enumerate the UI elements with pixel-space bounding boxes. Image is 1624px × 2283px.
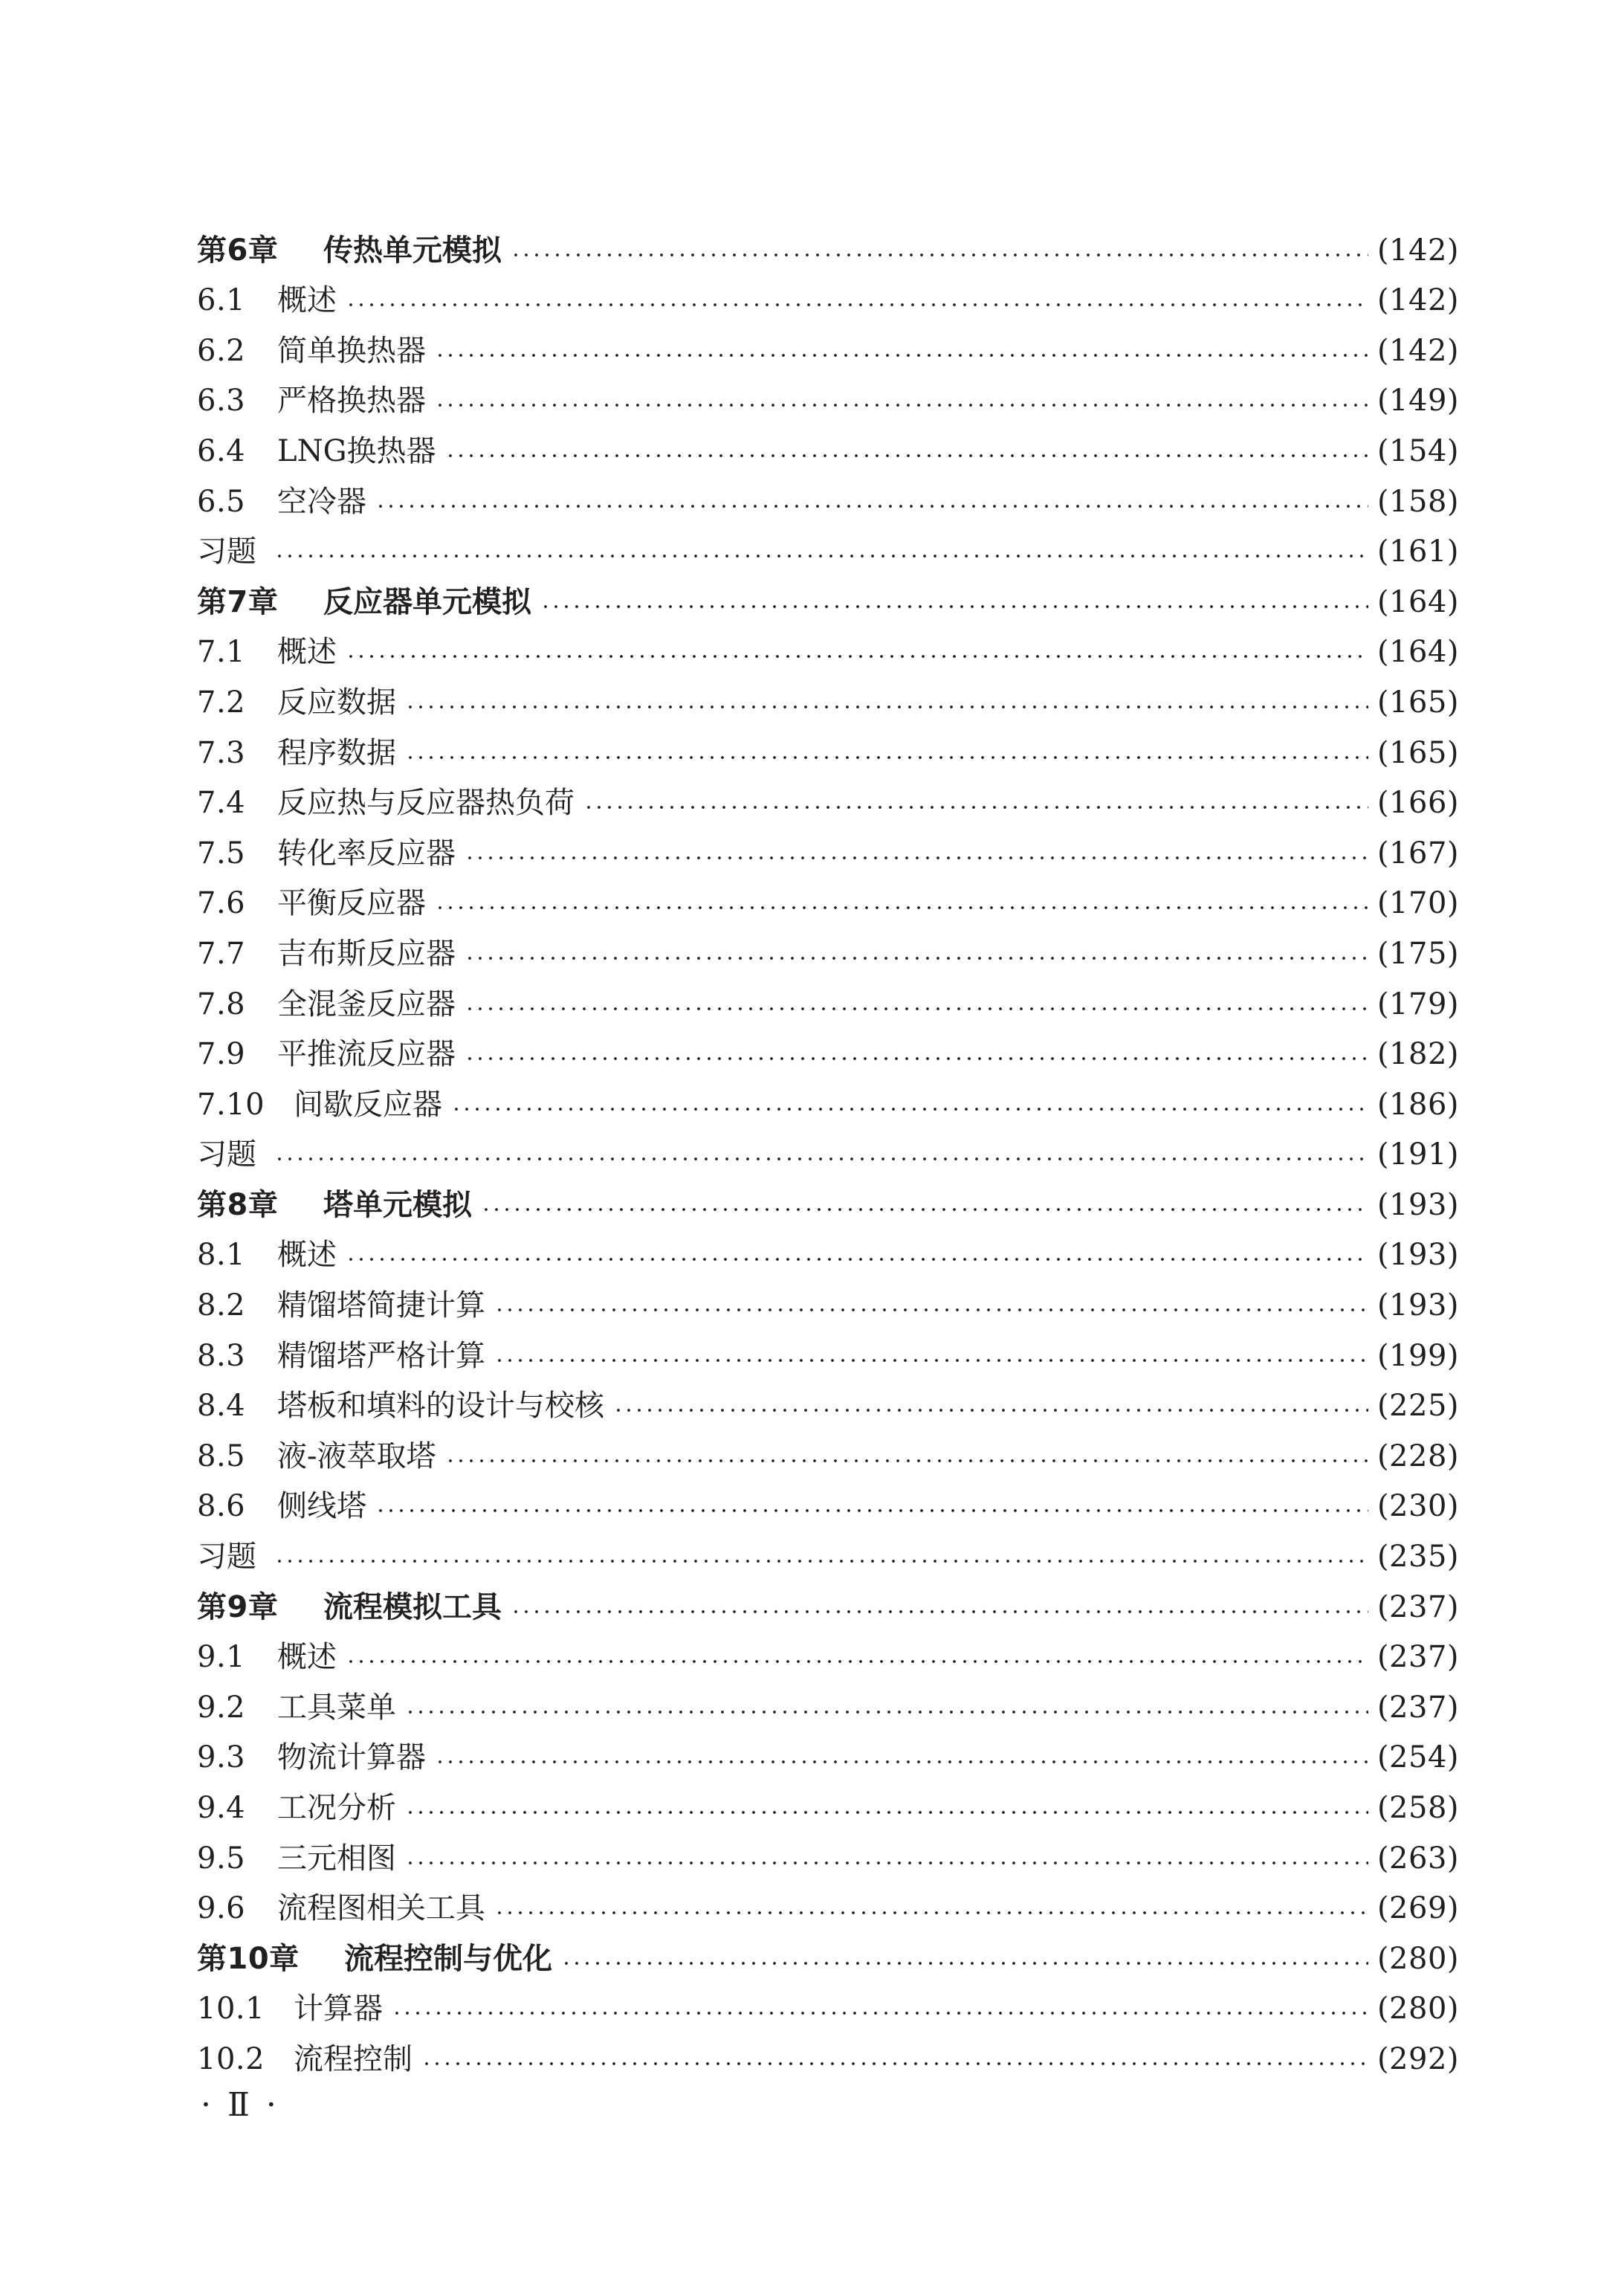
toc-section-entry [197, 1823, 1459, 1873]
entry-number: 7.9 [197, 1037, 246, 1070]
entry-number: 第9章 [197, 1589, 279, 1622]
entry-title: 习题 [197, 1137, 256, 1170]
entry-title: LNG换热器 [277, 433, 436, 466]
entry-title: 概述 [277, 1640, 337, 1673]
entry-page-number: (165) [1376, 685, 1459, 717]
entry-page-number: (149) [1376, 384, 1459, 416]
entry-title: 习题 [197, 1540, 256, 1572]
dot-leader [421, 2059, 1368, 2068]
toc-exercise-entry [197, 1120, 1459, 1170]
entry-title: 精馏塔严格计算 [277, 1338, 485, 1371]
entry-title: 精馏塔简捷计算 [277, 1288, 485, 1321]
entry-page-number: (186) [1376, 1087, 1459, 1120]
table-of-contents [197, 215, 1459, 2074]
dot-leader [435, 1757, 1368, 1766]
dot-leader [465, 954, 1368, 963]
entry-title: 侧线塔 [277, 1489, 366, 1522]
entry-number: 9.5 [197, 1841, 246, 1873]
toc-section-entry [197, 1069, 1459, 1120]
entry-page-number: (182) [1376, 1037, 1459, 1070]
toc-exercise-entry [197, 517, 1459, 567]
dot-leader [435, 401, 1368, 410]
dot-leader [540, 602, 1368, 611]
dot-leader [274, 552, 1368, 561]
toc-section-entry [197, 1873, 1459, 1924]
page-folio: · Ⅱ · [201, 2086, 279, 2124]
entry-page-number: (161) [1376, 535, 1459, 567]
entry-title: 概述 [277, 1238, 337, 1270]
entry-page-number: (164) [1376, 635, 1459, 668]
entry-number: 7.3 [197, 735, 246, 768]
dot-leader [392, 2009, 1368, 2018]
entry-number: 8.6 [197, 1489, 246, 1522]
entry-title: 物流计算器 [277, 1740, 426, 1773]
dot-leader [465, 1004, 1368, 1013]
dot-leader [465, 1054, 1368, 1063]
dot-leader [405, 703, 1368, 711]
entry-title: 反应器单元模拟 [323, 584, 531, 617]
dot-leader [405, 1708, 1368, 1717]
entry-title: 严格换热器 [277, 384, 426, 416]
entry-title: 塔板和填料的设计与校核 [277, 1389, 604, 1421]
entry-number: 9.2 [197, 1690, 246, 1722]
dot-leader [445, 1456, 1368, 1465]
entry-page-number: (292) [1376, 2041, 1459, 2074]
entry-title: 传热单元模拟 [323, 233, 502, 265]
entry-page-number: (165) [1376, 735, 1459, 768]
dot-leader [274, 1155, 1368, 1163]
entry-number: 8.1 [197, 1238, 246, 1270]
entry-page-number: (158) [1376, 484, 1459, 517]
entry-title: 三元相图 [277, 1841, 396, 1873]
dot-leader [405, 753, 1368, 762]
entry-title: 工具菜单 [277, 1690, 396, 1722]
entry-page-number: (280) [1376, 1941, 1459, 1974]
dot-leader [346, 300, 1368, 309]
entry-title: 工况分析 [277, 1791, 396, 1823]
toc-section-entry [197, 265, 1459, 316]
dot-leader [375, 1506, 1368, 1515]
entry-number: 7.4 [197, 786, 246, 818]
entry-page-number: (199) [1376, 1338, 1459, 1371]
entry-number: 10.1 [197, 1992, 265, 2024]
entry-number: 9.1 [197, 1640, 246, 1673]
dot-leader [613, 1406, 1368, 1415]
entry-title: 计算器 [294, 1992, 383, 2024]
entry-number: 第6章 [197, 233, 279, 265]
toc-section-entry [197, 1974, 1459, 2024]
entry-page-number: (179) [1376, 986, 1459, 1019]
entry-number: 6.2 [197, 333, 246, 366]
entry-page-number: (193) [1376, 1238, 1459, 1270]
entry-page-number: (225) [1376, 1389, 1459, 1421]
entry-page-number: (166) [1376, 786, 1459, 818]
entry-page-number: (237) [1376, 1640, 1459, 1673]
dot-leader [445, 451, 1368, 460]
entry-number: 7.5 [197, 836, 246, 868]
dot-leader [451, 1105, 1368, 1114]
entry-number: 第8章 [197, 1187, 279, 1220]
toc-section-entry [197, 2024, 1459, 2074]
dot-leader [435, 903, 1368, 912]
entry-page-number: (237) [1376, 1690, 1459, 1722]
entry-number: 7.1 [197, 635, 246, 668]
entry-title: 吉布斯反应器 [277, 936, 456, 969]
entry-page-number: (263) [1376, 1841, 1459, 1873]
toc-section-entry [197, 1421, 1459, 1471]
dot-leader [274, 1557, 1368, 1566]
entry-title: 塔单元模拟 [323, 1187, 472, 1220]
dot-leader [561, 1959, 1368, 1968]
entry-page-number: (258) [1376, 1791, 1459, 1823]
entry-page-number: (193) [1376, 1288, 1459, 1321]
toc-exercise-entry [197, 1521, 1459, 1572]
entry-number: 6.4 [197, 433, 246, 466]
dot-leader [346, 1255, 1368, 1264]
entry-page-number: (170) [1376, 886, 1459, 919]
toc-chapter-entry [197, 1169, 1459, 1220]
toc-section-entry [197, 1019, 1459, 1070]
toc-section-entry [197, 366, 1459, 416]
entry-number: 第10章 [197, 1941, 300, 1974]
toc-section-entry [197, 1270, 1459, 1320]
entry-title: 简单换热器 [277, 333, 426, 366]
toc-section-entry [197, 1722, 1459, 1773]
dot-leader [375, 502, 1368, 511]
dot-leader [405, 1859, 1368, 1867]
dot-leader [346, 1657, 1368, 1666]
entry-number: 8.5 [197, 1438, 246, 1471]
entry-title: 流程控制 [294, 2041, 413, 2074]
entry-title: 习题 [197, 535, 256, 567]
toc-section-entry [197, 768, 1459, 818]
toc-section-entry [197, 1471, 1459, 1522]
entry-page-number: (142) [1376, 333, 1459, 366]
dot-leader [481, 1205, 1368, 1214]
toc-chapter-entry [197, 1923, 1459, 1974]
entry-page-number: (280) [1376, 1992, 1459, 2024]
dot-leader [405, 1808, 1368, 1817]
entry-number: 7.2 [197, 685, 246, 717]
entry-page-number: (269) [1376, 1891, 1459, 1924]
entry-number: 8.3 [197, 1338, 246, 1371]
entry-page-number: (254) [1376, 1740, 1459, 1773]
dot-leader [465, 853, 1368, 862]
dot-leader [494, 1908, 1368, 1917]
toc-section-entry [197, 1772, 1459, 1823]
toc-section-entry [197, 969, 1459, 1019]
entry-number: 6.5 [197, 484, 246, 517]
entry-title: 反应数据 [277, 685, 396, 717]
entry-page-number: (175) [1376, 936, 1459, 969]
entry-number: 7.8 [197, 986, 246, 1019]
dot-leader [583, 803, 1368, 812]
entry-page-number: (235) [1376, 1540, 1459, 1572]
toc-section-entry [197, 315, 1459, 366]
entry-page-number: (228) [1376, 1438, 1459, 1471]
toc-section-entry [197, 667, 1459, 717]
entry-number: 9.6 [197, 1891, 246, 1924]
entry-title: 概述 [277, 635, 337, 668]
dot-leader [435, 351, 1368, 360]
entry-number: 10.2 [197, 2041, 265, 2074]
entry-title: 液-液萃取塔 [277, 1438, 436, 1471]
entry-page-number: (142) [1376, 283, 1459, 316]
entry-number: 9.4 [197, 1791, 246, 1823]
entry-page-number: (142) [1376, 233, 1459, 265]
dot-leader [346, 652, 1368, 661]
dot-leader [494, 1356, 1368, 1365]
entry-number: 第7章 [197, 584, 279, 617]
toc-section-entry [197, 1371, 1459, 1421]
entry-page-number: (167) [1376, 836, 1459, 868]
toc-section-entry [197, 1622, 1459, 1673]
entry-number: 6.1 [197, 283, 246, 316]
dot-leader [511, 1607, 1368, 1616]
entry-number: 8.4 [197, 1389, 246, 1421]
entry-page-number: (191) [1376, 1137, 1459, 1170]
toc-section-entry [197, 818, 1459, 868]
toc-section-entry [197, 416, 1459, 466]
toc-section-entry [197, 1672, 1459, 1722]
entry-title: 空冷器 [277, 484, 366, 517]
entry-title: 间歇反应器 [294, 1087, 442, 1120]
toc-chapter-entry [197, 215, 1459, 265]
entry-title: 流程图相关工具 [277, 1891, 485, 1924]
entry-number: 7.10 [197, 1087, 265, 1120]
entry-title: 转化率反应器 [277, 836, 456, 868]
toc-section-entry [197, 868, 1459, 919]
entry-title: 程序数据 [277, 735, 396, 768]
entry-title: 反应热与反应器热负荷 [277, 786, 575, 818]
toc-chapter-entry [197, 566, 1459, 617]
toc-section-entry [197, 617, 1459, 668]
entry-page-number: (230) [1376, 1489, 1459, 1522]
dot-leader [494, 1305, 1368, 1314]
toc-section-entry [197, 466, 1459, 517]
entry-page-number: (164) [1376, 584, 1459, 617]
entry-number: 7.7 [197, 936, 246, 969]
entry-title: 平推流反应器 [277, 1037, 456, 1070]
entry-number: 8.2 [197, 1288, 246, 1321]
toc-section-entry [197, 1320, 1459, 1371]
entry-title: 全混釜反应器 [277, 986, 456, 1019]
entry-title: 流程控制与优化 [344, 1941, 552, 1974]
entry-page-number: (237) [1376, 1589, 1459, 1622]
entry-number: 6.3 [197, 384, 246, 416]
entry-number: 7.6 [197, 886, 246, 919]
dot-leader [511, 251, 1368, 259]
entry-page-number: (193) [1376, 1187, 1459, 1220]
entry-page-number: (154) [1376, 433, 1459, 466]
toc-section-entry [197, 717, 1459, 768]
toc-section-entry [197, 1220, 1459, 1270]
toc-section-entry [197, 918, 1459, 969]
entry-number: 9.3 [197, 1740, 246, 1773]
entry-title: 概述 [277, 283, 337, 316]
entry-title: 流程模拟工具 [323, 1589, 502, 1622]
toc-chapter-entry [197, 1572, 1459, 1622]
entry-title: 平衡反应器 [277, 886, 426, 919]
